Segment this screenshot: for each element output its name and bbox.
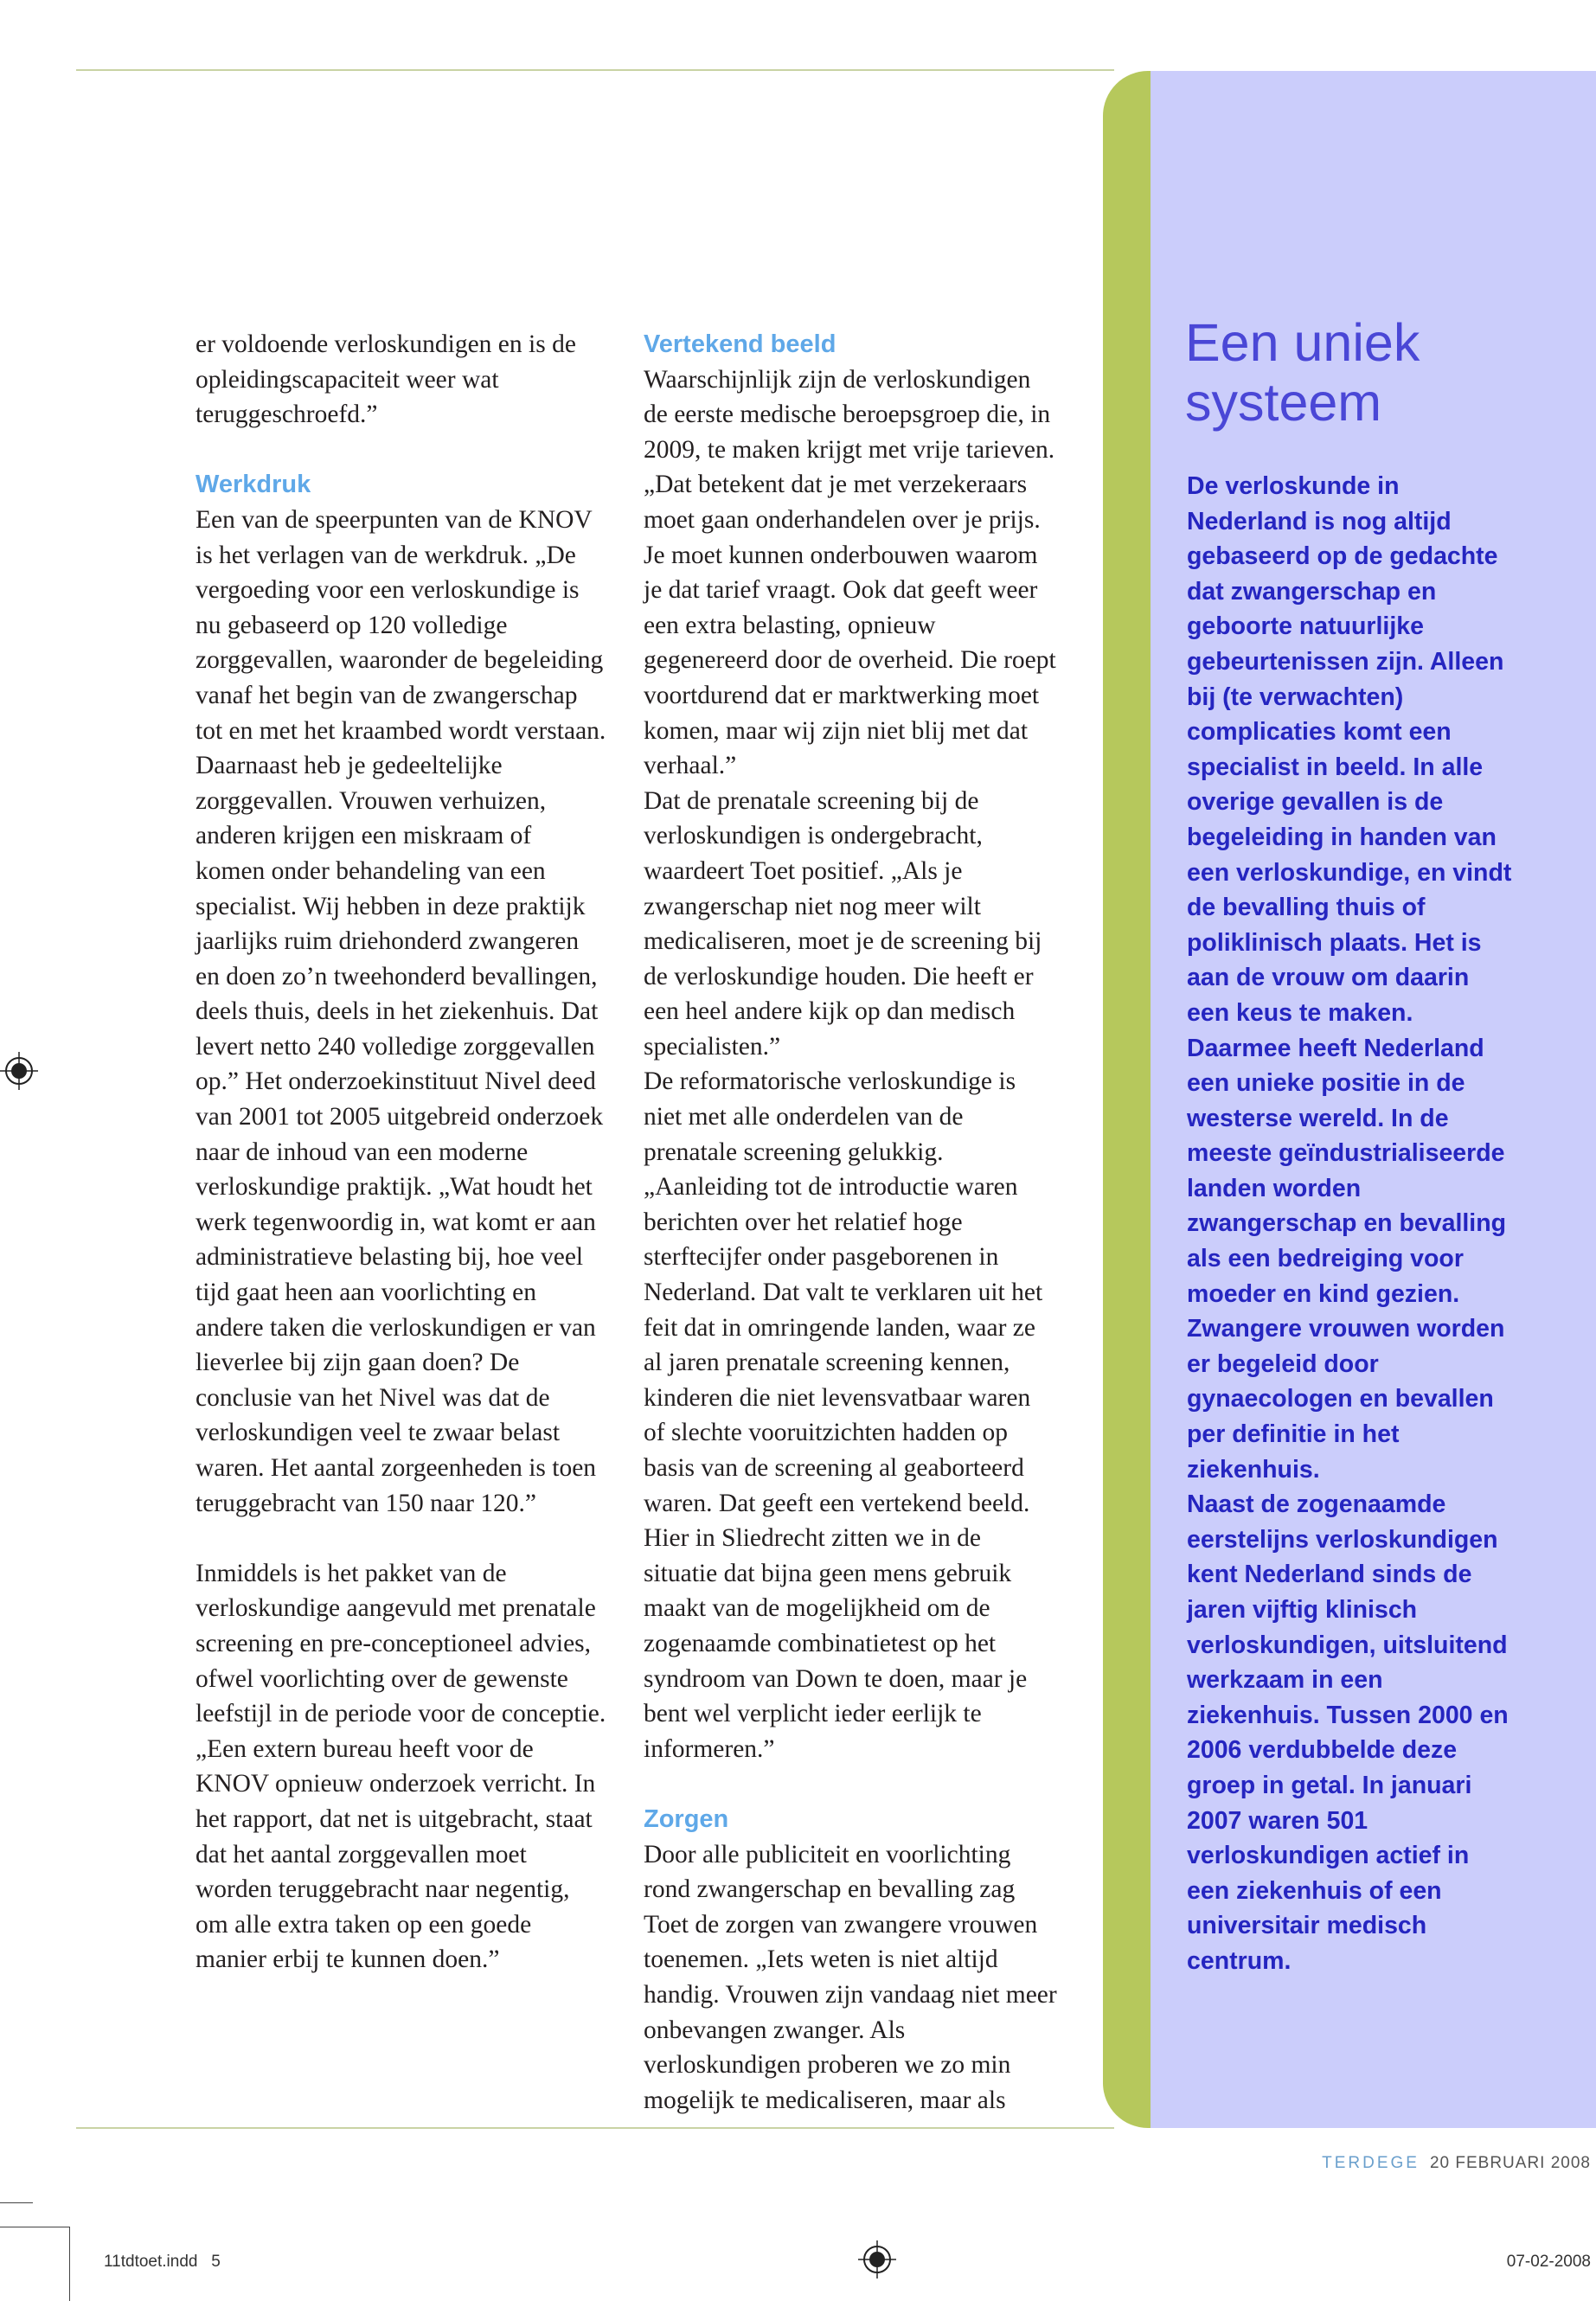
paragraph: Inmiddels is het pakket van de verloskundige aangevuld met prenatale screening en pre-conceptioneel advies, ofwel voorlichting over de gewenste leefstijl in de periode voor de conceptie. „Een extern bureau heeft voor de KNOV opnieuw onderzoek verricht. In het rapport, dat net is uitgebracht, staat dat het aantal zorggevallen moet worden teruggebracht naar negentig, om alle extra taken op een goede manier erbij te kunnen doen.” [195,1559,606,1974]
paragraph: De reformatorische verloskundige is niet met alle onderdelen van de prenatale screening gelukkig. „Aanleiding tot de introductie waren berichten over het relatief hoge sterftecijfer onder pasgeborenen in Nederland. Dat valt te verklaren uit het feit dat in omringende landen, waar ze al jaren prenatale screening kennen, kinderen die niet levensvatbaar waren of slechte vooruitzichten hadden op basis van de screening al geaborteerd waren. Dat geeft een vertekend beeld. Hier in Sliedrecht zitten we in de situatie dat bijna geen mens gebruik maakt van de mogelijkheid om de zogenaamde combinatietest op het syndroom van Down te doen, maar je bent wel verplicht ieder eerlijk te informeren.” [644,1067,1043,1763]
crop-mark [0,2202,33,2203]
bottom-rule [76,2127,1114,2129]
article-column-2 [644,327,1057,2118]
magazine-name: TERDEGE [1322,2154,1420,2172]
paragraph: Door alle publiciteit en voorlichting rond zwangerschap en bevalling zag Toet de zorgen van zwangere vrouwen toenemen. „Iets weten is niet altijd handig. Vrouwen zijn vandaag niet meer onbevangen zwanger. Als verloskundigen proberen we zo min mogelijk te medicaliseren, maar als [644,1840,1057,2114]
sidebar-title-line-2: systeem [1185,373,1382,432]
paragraph: er voldoende verloskundigen en is de opleidingscapaciteit weer wat teruggeschroefd.” [195,330,576,429]
paragraph: Dat de prenatale screening bij de verloskundigen is ondergebracht, waardeert Toet positief. „Als je zwangerschap niet nog meer wilt medicaliseren, moet je de screening bij de verloskundige houden. Die heeft er een heel andere kijk op dan medisch specialisten.” [644,786,1042,1061]
registration-mark-icon [858,2240,896,2279]
sidebar-title-line-1: Een uniek [1185,313,1420,372]
sidebar-paragraph: Daarmee heeft Nederland een unieke positie in de westerse wereld. In de meeste geïndustrialiseerde landen worden zwangerschap en bevalling als een bedreiging voor moeder en kind gezien. Zwangere vrouwen worden er begeleid door gynaecologen en bevallen per definitie in het ziekenhuis. [1187,1034,1507,1484]
article-column-1 [195,327,606,1977]
paragraph: Een van de speerpunten van de KNOV is het verlagen van de werkdruk. „De vergoeding voor een verloskundige is nu gebaseerd op 120 volledige zorggevallen, waaronder de begeleiding vanaf het begin van de zwangerschap tot en met het kraambed wordt verstaan. Daarnaast heb je gedeeltelijke zorggevallen. Vrouwen verhuizen, anderen krijgen een miskraam of komen onder behandeling van een specialist. Wij hebben in deze praktijk jaarlijks ruim driehonderd zwangeren en doen zo’n tweehonderd bevallingen, deels thuis, deels in het ziekenhuis. Dat levert netto 240 volledige zorggevallen op.” Het onderzoekinstituut Nivel deed van 2001 tot 2005 uitgebreid onderzoek naar de inhoud van een moderne verloskundige praktijk. „Wat houdt het werk tegenwoordig in, wat komt er aan administratieve belasting bij, hoe veel tijd gaat heen aan voorlichting en andere taken die verloskundigen er van lieverlee bij zijn gaan doen? De conclusie van het Nivel was dat de verloskundigen veel te zwaar belast waren. Het aantal zorgeenheden is toen teruggebracht van 150 naar 120.” [195,505,606,1517]
sidebar-paragraph: De verloskunde in Nederland is nog altijd gebaseerd op de gedachte dat zwangerschap en geboorte natuurlijke gebeurtenissen zijn. Alleen bij (te verwachten) complicaties komt een specialist in beeld. In alle overige gevallen is de begeleiding in handen van een verloskundige, en vindt de bevalling thuis of poliklinisch plaats. Het is aan de vrouw om daarin een keus te maken. [1187,472,1512,1027]
section-heading-zorgen: Zorgen [644,1804,729,1833]
slug-filename: 11tdtoet.indd 5 [104,2253,221,2271]
sidebar-paragraph: Naast de zogenaamde eerstelijns verloskundigen kent Nederland sinds de jaren vijftig klinisch verloskundigen, uitsluitend werkzaam in een ziekenhuis. Tussen 2000 en 2006 verdubbelde deze groep in getal. In januari 2007 waren 501 verloskundigen actief in een ziekenhuis of een universitair medisch centrum. [1187,1490,1509,1975]
issue-date: 20 FEBRUARI 2008 [1429,2154,1591,2172]
section-heading-vertekend-beeld: Vertekend beeld [644,330,836,358]
top-rule [76,69,1114,71]
crop-mark [69,2227,70,2301]
slug-date: 07-02-2008 [1506,2253,1591,2271]
sidebar-body [1187,469,1516,1979]
page-footer [1322,2154,1591,2173]
section-heading-werkdruk: Werkdruk [195,471,311,499]
registration-mark-icon [0,1052,38,1090]
paragraph: Waarschijnlijk zijn de verloskundigen de eerste medische beroepsgroep die, in 2009, te maken krijgt met vrije tarieven. „Dat betekent dat je met verzekeraars moet gaan onderhandelen over je prijs. Je moet kunnen onderbouwen waarom je dat tarief vraagt. Ook dat geeft weer een extra belasting, opnieuw gegenereerd door de overheid. Die roept voortdurend dat er marktwerking moet komen, maar wij zijn niet blij met dat verhaal.” [644,365,1056,780]
sidebar-title [1185,313,1566,433]
